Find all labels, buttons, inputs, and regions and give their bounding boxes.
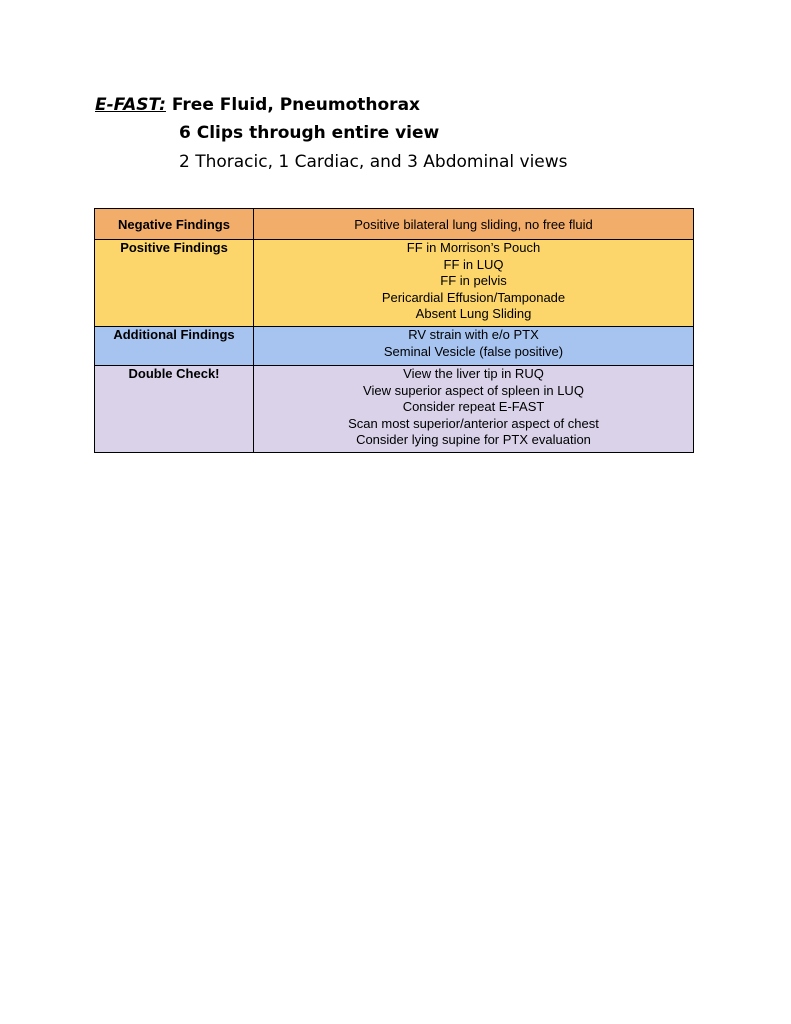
row-label: Additional Findings	[95, 327, 254, 366]
header-line-3: 2 Thoracic, 1 Cardiac, and 3 Abdominal views	[179, 152, 568, 172]
row-label: Double Check!	[95, 366, 254, 453]
finding-item: Scan most superior/anterior aspect of chest	[348, 415, 599, 431]
finding-item: View the liver tip in RUQ	[403, 366, 544, 381]
table-row-double-check	[95, 366, 694, 453]
findings-table	[94, 208, 694, 453]
efast-label: E-FAST:	[95, 95, 166, 115]
header-line-2: 6 Clips through entire view	[179, 123, 440, 143]
row-content	[254, 366, 694, 453]
finding-item: Seminal Vesicle (false positive)	[383, 343, 564, 359]
row-content	[254, 209, 694, 240]
document-header	[95, 94, 715, 173]
table-row-negative-findings	[95, 209, 694, 240]
finding-item: RV strain with e/o PTX	[408, 327, 539, 342]
finding-item: FF in pelvis	[440, 273, 507, 288]
finding-item: Consider lying supine for PTX evaluation	[356, 432, 591, 447]
header-line-1	[95, 94, 715, 118]
finding-item: Consider repeat E-FAST	[402, 399, 545, 414]
finding-item: FF in LUQ	[443, 256, 504, 272]
finding-item: FF in Morrison’s Pouch	[406, 240, 541, 255]
finding-item: Absent Lung Sliding	[415, 306, 532, 321]
finding-item: Pericardial Effusion/Tamponade	[381, 289, 566, 305]
table-row-positive-findings	[95, 240, 694, 327]
table-row-additional-findings	[95, 327, 694, 366]
finding-item: View superior aspect of spleen in LUQ	[363, 382, 584, 398]
row-label: Negative Findings	[95, 209, 254, 240]
finding-item: Positive bilateral lung sliding, no free fluid	[354, 217, 593, 232]
row-content	[254, 327, 694, 366]
row-content	[254, 240, 694, 327]
row-label: Positive Findings	[95, 240, 254, 327]
header-line-1-text: Free Fluid, Pneumothorax	[165, 95, 421, 115]
